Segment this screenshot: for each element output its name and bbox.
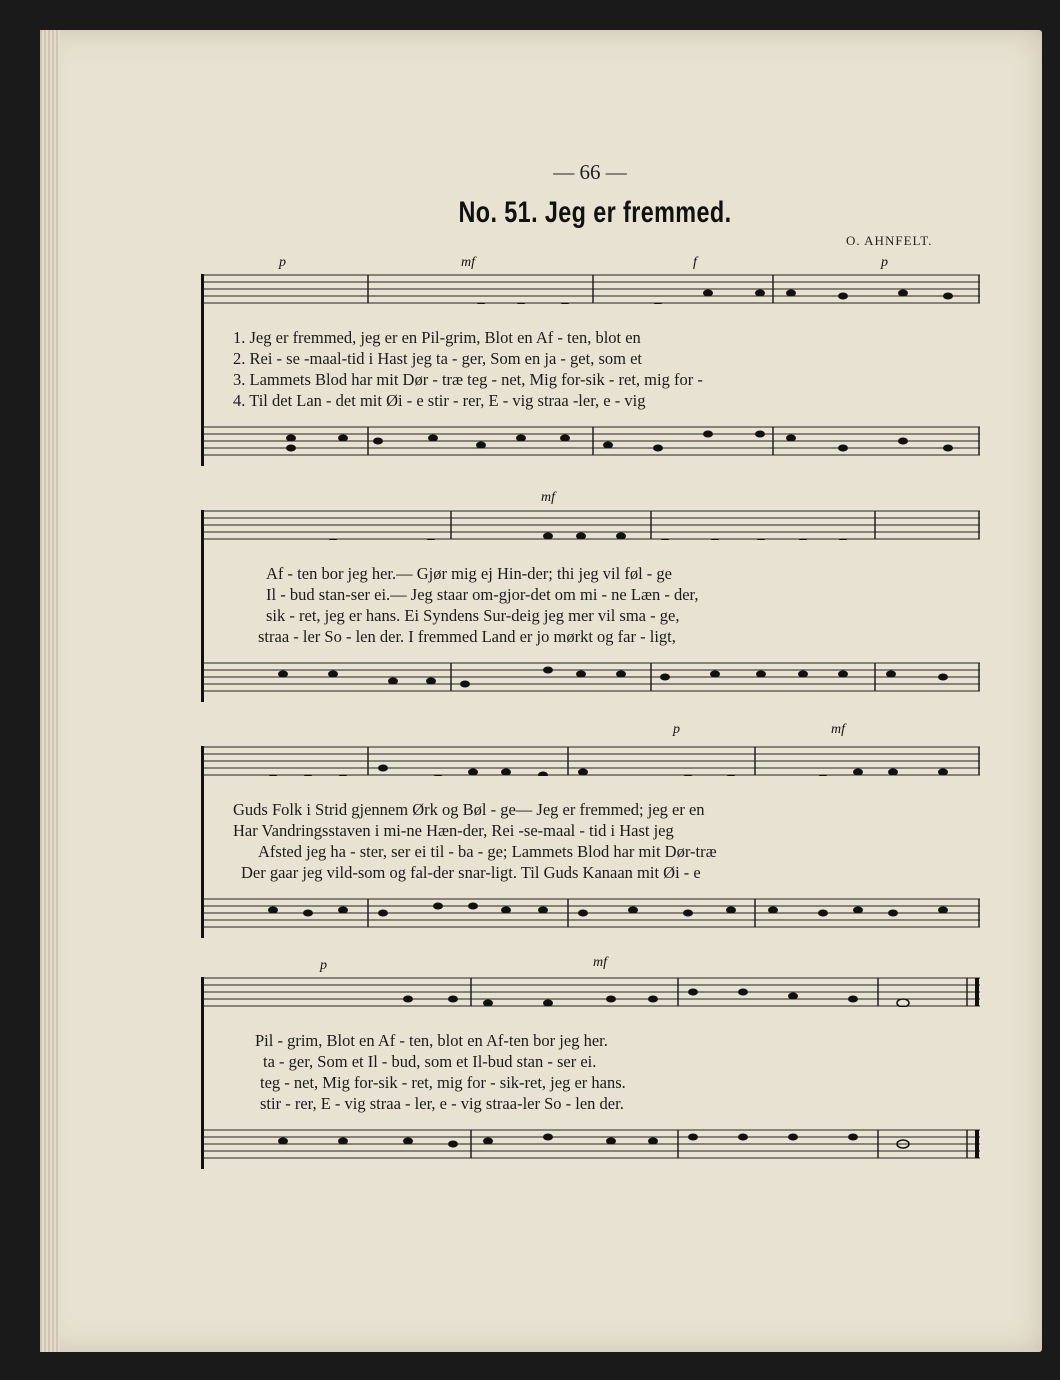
bass-staff bbox=[203, 898, 980, 928]
verse-line-4: stir - rer, E - vig straa - ler, e - vig straa-ler So - len der. bbox=[260, 1094, 624, 1113]
dynamic-mark: p bbox=[673, 722, 680, 737]
dynamic-mark: p bbox=[881, 255, 888, 270]
treble-staff bbox=[203, 746, 980, 776]
verse-line-1: Af - ten bor jeg her.— Gjør mig ej Hin-der; thi jeg vil føl - ge bbox=[266, 564, 672, 583]
book-spine-edge bbox=[40, 30, 60, 1352]
staff-lines bbox=[203, 977, 980, 1007]
bass-staff bbox=[203, 426, 980, 456]
verse-line-2: Il - bud stan-ser ei.— Jeg staar om-gjor-det om mi - ne Læn - der, bbox=[266, 585, 699, 604]
dynamic-mark: f bbox=[693, 255, 697, 270]
staff-lines bbox=[203, 426, 980, 456]
bass-staff bbox=[203, 662, 980, 692]
hymn-title: No. 51. Jeg er fremmed. bbox=[458, 196, 732, 229]
verse-line-4: 4. Til det Lan - det mit Øi - e stir - rer, E - vig straa -ler, e - vig bbox=[233, 391, 646, 410]
verse-line-4: Der gaar jeg vild-som og fal-der snar-ligt. Til Guds Kanaan mit Øi - e bbox=[241, 863, 701, 882]
page-number: — 66 — bbox=[553, 160, 627, 184]
verse-line-3: sik - ret, jeg er hans. Ei Syndens Sur-deig jeg mer vil sma - ge, bbox=[266, 606, 680, 625]
dynamic-mark: mf bbox=[593, 955, 607, 970]
treble-staff bbox=[203, 274, 980, 304]
dynamic-mark: mf bbox=[461, 255, 475, 270]
composer-name: O. AHNFELT. bbox=[846, 233, 933, 248]
staff-lines bbox=[203, 510, 980, 540]
dynamic-mark: mf bbox=[831, 722, 845, 737]
staff-lines bbox=[203, 898, 980, 928]
verse-line-1: 1. Jeg er fremmed, jeg er en Pil-grim, Blot en Af - ten, blot en bbox=[233, 328, 641, 347]
staff-lines bbox=[203, 1129, 980, 1159]
staff-lines bbox=[203, 746, 980, 776]
verse-line-4: straa - ler So - len der. I fremmed Land er jo mørkt og far - ligt, bbox=[258, 627, 676, 646]
treble-staff bbox=[203, 977, 980, 1007]
bass-staff bbox=[203, 1129, 980, 1159]
staff-lines bbox=[203, 274, 980, 304]
dynamic-mark: p bbox=[320, 958, 327, 973]
verse-line-2: ta - ger, Som et Il - bud, som et Il-bud stan - ser ei. bbox=[263, 1052, 597, 1071]
treble-staff bbox=[203, 510, 980, 540]
verse-line-1: Pil - grim, Blot en Af - ten, blot en Af-ten bor jeg her. bbox=[255, 1031, 608, 1050]
dynamic-mark: p bbox=[279, 255, 286, 270]
verse-line-3: Afsted jeg ha - ster, ser ei til - ba - ge; Lammets Blod har mit Dør-træ bbox=[258, 842, 717, 861]
staff-lines bbox=[203, 662, 980, 692]
verse-line-3: teg - net, Mig for-sik - ret, mig for - sik-ret, jeg er hans. bbox=[260, 1073, 626, 1092]
dynamic-mark: mf bbox=[541, 490, 555, 505]
verse-line-2: 2. Rei - se -maal-tid i Hast jeg ta - ger, Som en ja - get, som et bbox=[233, 349, 642, 368]
verse-line-2: Har Vandringsstaven i mi-ne Hæn-der, Rei -se-maal - tid i Hast jeg bbox=[233, 821, 674, 840]
verse-line-1: Guds Folk i Strid gjennem Ørk og Bøl - ge— Jeg er fremmed; jeg er en bbox=[233, 800, 705, 819]
verse-line-3: 3. Lammets Blod har mit Dør - træ teg - net, Mig for-sik - ret, mig for - bbox=[233, 370, 703, 389]
